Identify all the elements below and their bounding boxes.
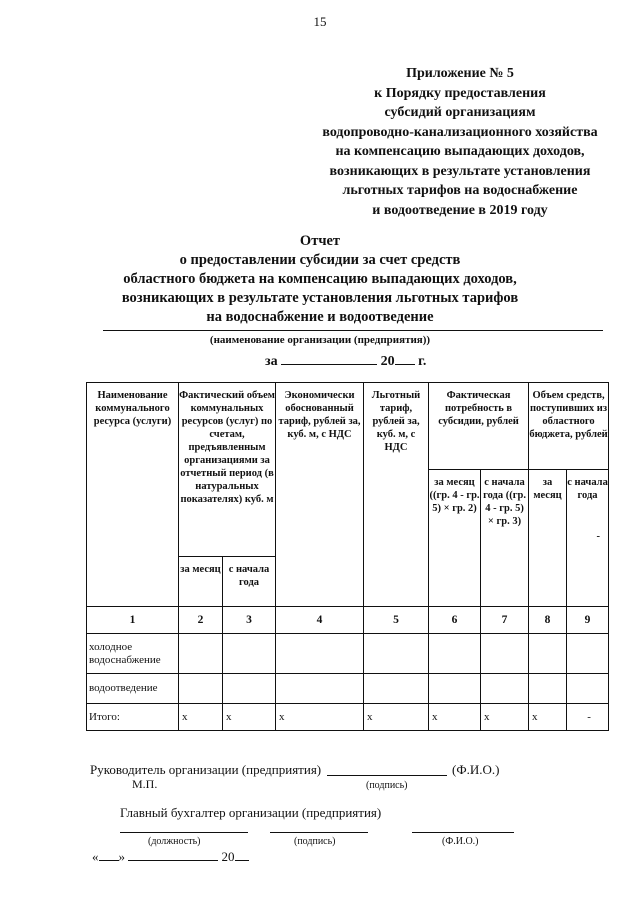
header-funds-ytd xyxy=(567,470,609,607)
table-row xyxy=(87,674,609,704)
accountant-signature-caption: (подпись) xyxy=(294,836,336,847)
header-funds-month: за месяц xyxy=(529,470,567,607)
date-year: 20 xyxy=(221,849,235,864)
column-number: 1 xyxy=(87,607,179,634)
header-volume-month: за месяц xyxy=(179,557,223,607)
report-title-line: о предоставлении субсидии за счет средств xyxy=(179,252,461,268)
column-number: 8 xyxy=(529,607,567,634)
accountant-signature-line xyxy=(270,832,368,833)
column-number: 9 xyxy=(567,607,609,634)
appendix-line: Приложение № 5 xyxy=(406,66,514,81)
period-year-blank xyxy=(395,352,415,365)
table-cell xyxy=(429,674,481,704)
table-cell: x xyxy=(179,704,223,731)
table-cell: - xyxy=(567,704,609,731)
head-fio: (Ф.И.О.) xyxy=(452,762,500,777)
header-actual-volume: Фактический объем коммунальных ресурсов (услуг) по счетам, предъявленным организациями за отчетный период (в натуральных показателях) куб. м xyxy=(179,383,276,557)
date-field xyxy=(92,848,249,865)
head-signature-line xyxy=(327,775,447,776)
date-open-quote: « xyxy=(92,849,99,864)
table-cell xyxy=(529,634,567,674)
row-label: холодное водоснабжение xyxy=(87,634,179,674)
head-label: Руководитель организации (предприятия) xyxy=(90,762,322,777)
header-volume-ytd: с начала года xyxy=(223,557,276,607)
organization-name-line xyxy=(103,330,603,331)
column-number: 5 xyxy=(364,607,429,634)
table-cell xyxy=(429,634,481,674)
column-number: 2 xyxy=(179,607,223,634)
report-title-line: на водоснабжение и водоотведение xyxy=(206,309,434,325)
position-line xyxy=(120,832,248,833)
head-signature-caption: (подпись) xyxy=(366,780,408,791)
organization-name-caption: (наименование организации (предприятия)) xyxy=(209,334,431,346)
table-cell xyxy=(223,634,276,674)
date-month-blank xyxy=(128,848,218,861)
date-close-quote: » xyxy=(118,849,125,864)
report-table xyxy=(86,382,609,731)
row-label: Итого: xyxy=(87,704,179,731)
table-cell xyxy=(276,674,364,704)
appendix-line: водопроводно-канализационного хозяйства xyxy=(322,124,598,140)
fio-caption: (Ф.И.О.) xyxy=(442,836,479,847)
date-day-blank xyxy=(99,848,119,861)
table-row xyxy=(87,704,609,731)
header-need-ytd: с начала года ((гр. 4 - гр. 5) × гр. 3) xyxy=(481,470,529,607)
position-caption: (должность) xyxy=(148,836,201,847)
date-year-blank xyxy=(235,848,249,861)
column-number: 4 xyxy=(276,607,364,634)
table-cell xyxy=(481,674,529,704)
period-month-blank xyxy=(281,352,377,365)
accountant-label: Главный бухгалтер организации (предприятия) xyxy=(120,805,382,820)
table-cell: x xyxy=(276,704,364,731)
appendix-line: на компенсацию выпадающих доходов, xyxy=(335,144,585,159)
fio-line xyxy=(412,832,514,833)
table-cell: x xyxy=(481,704,529,731)
table-cell xyxy=(223,674,276,704)
column-number: 6 xyxy=(429,607,481,634)
table-cell xyxy=(529,674,567,704)
report-period xyxy=(265,352,426,370)
header-economic-tariff: Экономически обоснованный тариф, рублей за, куб. м, с НДС xyxy=(276,383,364,607)
report-title-block xyxy=(0,232,640,327)
header-resource: Наименование коммунального ресурса (услуги) xyxy=(87,383,179,607)
period-year: 20 xyxy=(380,354,395,369)
report-title-line: возникающих в результате установления льготных тарифов xyxy=(121,290,519,306)
period-suffix: г. xyxy=(418,354,427,369)
appendix-line: льготных тарифов на водоснабжение xyxy=(342,183,578,198)
period-prefix: за xyxy=(265,354,278,369)
header-funds-ytd-label: с начала года xyxy=(567,477,608,501)
page-number: 15 xyxy=(313,14,327,29)
header-need-month: за месяц ((гр. 4 - гр. 5) × гр. 2) xyxy=(429,470,481,607)
appendix-header xyxy=(300,64,620,220)
table-cell: x xyxy=(529,704,567,731)
appendix-line: к Порядку предоставления xyxy=(374,85,546,101)
appendix-line: возникающих в результате установления xyxy=(329,163,591,179)
table-cell xyxy=(179,674,223,704)
report-title-line: областного бюджета на компенсацию выпадающих доходов, xyxy=(123,271,517,287)
appendix-line: и водоотведение в 2019 году xyxy=(372,202,548,218)
table-cell xyxy=(179,634,223,674)
header-funds-dash: - xyxy=(596,531,601,542)
table-cell: x xyxy=(429,704,481,731)
row-label: водоотведение xyxy=(87,674,179,704)
table-row xyxy=(87,634,609,674)
table-cell xyxy=(567,674,609,704)
table-cell xyxy=(276,634,364,674)
header-funds-received: Объем средств, поступивших из областного бюджета, рублей xyxy=(529,383,609,470)
table-cell xyxy=(364,634,429,674)
report-title: Отчет xyxy=(299,233,341,249)
header-actual-need: Фактическая потребность в субсидии, рублей xyxy=(429,383,529,470)
table-cell xyxy=(364,674,429,704)
table-cell xyxy=(481,634,529,674)
table-cell: x xyxy=(223,704,276,731)
header-preferential-tariff: Льготный тариф, рублей за, куб. м, с НДС xyxy=(364,383,429,607)
table-cell: x xyxy=(364,704,429,731)
stamp-label: М.П. xyxy=(132,777,158,791)
column-number: 7 xyxy=(481,607,529,634)
table-cell xyxy=(567,634,609,674)
column-number: 3 xyxy=(223,607,276,634)
appendix-line: субсидий организациям xyxy=(384,105,536,120)
